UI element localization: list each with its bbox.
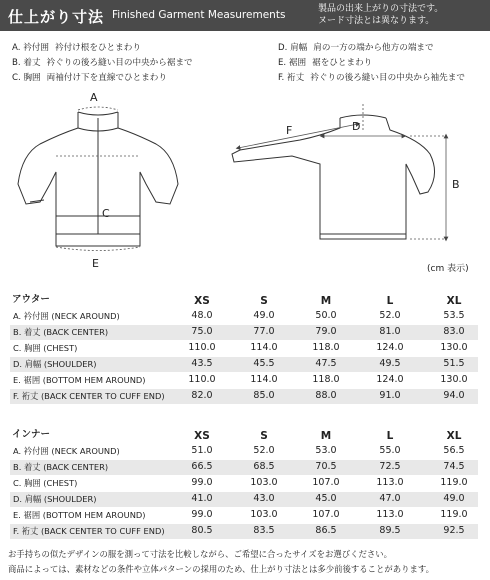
front-jacket-drawing bbox=[18, 112, 178, 246]
cell-value: 74.5 bbox=[443, 461, 465, 472]
inner-table-title: インナー bbox=[12, 429, 51, 440]
size-header: XL bbox=[446, 430, 462, 442]
definition-desc: 衿ぐりの後ろ縫い目の中央から裾まで bbox=[46, 58, 193, 68]
cell-value: 86.5 bbox=[315, 525, 337, 536]
cell-value: 49.0 bbox=[253, 310, 275, 321]
definition-key: B. 着丈 bbox=[12, 58, 41, 68]
inner-table bbox=[0, 426, 490, 546]
size-header: M bbox=[320, 430, 332, 442]
size-header: XS bbox=[194, 295, 210, 307]
header-note bbox=[318, 3, 443, 27]
cell-value: 130.0 bbox=[440, 342, 468, 353]
cell-value: 55.0 bbox=[379, 445, 401, 456]
cell-value: 124.0 bbox=[376, 342, 404, 353]
label-e: E bbox=[92, 257, 99, 270]
cell-value: 103.0 bbox=[250, 509, 278, 520]
definition-row bbox=[278, 56, 471, 71]
definition-row bbox=[278, 41, 471, 56]
cell-value: 51.0 bbox=[191, 445, 213, 456]
definition-key: A. 衿付囲 bbox=[12, 43, 49, 53]
back-jacket-drawing bbox=[232, 115, 435, 239]
definitions-left bbox=[12, 41, 199, 86]
cell-value: 85.0 bbox=[253, 390, 275, 401]
cell-value: 80.5 bbox=[191, 525, 213, 536]
cell-value: 114.0 bbox=[250, 342, 278, 353]
label-c: C bbox=[102, 207, 110, 220]
definition-desc: 衿ぐりの後ろ縫い目の中央から袖先まで bbox=[310, 73, 465, 83]
label-a: A bbox=[90, 91, 98, 104]
cell-value: 52.0 bbox=[253, 445, 275, 456]
size-header: XL bbox=[446, 295, 462, 307]
cell-value: 43.0 bbox=[253, 493, 275, 504]
cell-value: 45.5 bbox=[253, 358, 275, 369]
cell-value: 82.0 bbox=[191, 390, 213, 401]
row-label: B. 着丈 (BACK CENTER) bbox=[13, 327, 109, 337]
cell-value: 50.0 bbox=[315, 310, 337, 321]
table-row bbox=[10, 373, 478, 388]
row-label: A. 衿付囲 (NECK AROUND) bbox=[13, 446, 120, 456]
cell-value: 52.0 bbox=[379, 310, 401, 321]
table-row bbox=[10, 524, 478, 539]
size-header: M bbox=[320, 295, 332, 307]
definition-desc: 肩の一方の端から他方の端まで bbox=[313, 43, 434, 53]
size-header: XS bbox=[194, 430, 210, 442]
footnote-2: 商品によっては、素材などの条件や立体パターンの採用のため、仕上がり寸法とは多少前後することがあります。 bbox=[8, 564, 434, 574]
table-row bbox=[10, 444, 478, 459]
definition-desc: 裾をひとまわり bbox=[312, 58, 373, 68]
cell-value: 118.0 bbox=[312, 342, 340, 353]
table-row bbox=[10, 389, 478, 404]
cell-value: 75.0 bbox=[191, 326, 213, 337]
table-row bbox=[10, 357, 478, 372]
page-title: 仕上がり寸法 bbox=[8, 8, 105, 26]
table-row bbox=[10, 341, 478, 356]
row-label: D. 肩幅 (SHOULDER) bbox=[13, 494, 97, 504]
cell-value: 47.0 bbox=[379, 493, 401, 504]
size-header: L bbox=[386, 295, 394, 307]
outer-table bbox=[0, 291, 490, 411]
definition-row bbox=[12, 41, 199, 56]
cell-value: 88.0 bbox=[315, 390, 337, 401]
label-b: B bbox=[452, 178, 460, 191]
cell-value: 89.5 bbox=[379, 525, 401, 536]
definition-row bbox=[12, 56, 199, 71]
cell-value: 43.5 bbox=[191, 358, 213, 369]
header-note-line1: 製品の出来上がりの寸法です。 bbox=[318, 4, 444, 14]
cell-value: 119.0 bbox=[440, 477, 468, 488]
cell-value: 114.0 bbox=[250, 374, 278, 385]
cell-value: 94.0 bbox=[443, 390, 465, 401]
cell-value: 45.0 bbox=[315, 493, 337, 504]
cell-value: 113.0 bbox=[376, 477, 404, 488]
cell-value: 70.5 bbox=[315, 461, 337, 472]
cell-value: 92.5 bbox=[443, 525, 465, 536]
cell-value: 53.0 bbox=[315, 445, 337, 456]
row-label: E. 裾囲 (BOTTOM HEM AROUND) bbox=[13, 510, 146, 520]
definition-desc: 衿付け根をひとまわり bbox=[54, 43, 141, 53]
cell-value: 91.0 bbox=[379, 390, 401, 401]
page-subtitle: Finished Garment Measurements bbox=[112, 9, 286, 21]
cell-value: 81.0 bbox=[379, 326, 401, 337]
cell-value: 99.0 bbox=[191, 477, 213, 488]
label-f: F bbox=[286, 124, 293, 137]
cell-value: 83.0 bbox=[443, 326, 465, 337]
outer-table-title: アウター bbox=[12, 294, 50, 305]
cell-value: 130.0 bbox=[440, 374, 468, 385]
definition-key: F. 裄丈 bbox=[278, 73, 305, 83]
garment-diagram bbox=[0, 84, 490, 280]
cell-value: 110.0 bbox=[188, 374, 216, 385]
cell-value: 99.0 bbox=[191, 509, 213, 520]
cell-value: 113.0 bbox=[376, 509, 404, 520]
size-header: L bbox=[386, 430, 394, 442]
row-label: B. 着丈 (BACK CENTER) bbox=[13, 462, 109, 472]
table-row bbox=[10, 508, 478, 523]
header bbox=[0, 0, 490, 31]
definition-key: D. 肩幅 bbox=[278, 43, 308, 53]
cell-value: 83.5 bbox=[253, 525, 275, 536]
cell-value: 107.0 bbox=[312, 477, 340, 488]
table-row bbox=[10, 460, 478, 475]
cell-value: 47.5 bbox=[315, 358, 337, 369]
cell-value: 118.0 bbox=[312, 374, 340, 385]
size-header: S bbox=[260, 430, 268, 442]
cell-value: 79.0 bbox=[315, 326, 337, 337]
cell-value: 48.0 bbox=[191, 310, 213, 321]
row-label: D. 肩幅 (SHOULDER) bbox=[13, 359, 97, 369]
row-label: C. 胸囲 (CHEST) bbox=[13, 478, 78, 488]
definition-key: C. 胸囲 bbox=[12, 73, 41, 83]
table-row bbox=[10, 492, 478, 507]
cell-value: 77.0 bbox=[253, 326, 275, 337]
definitions-right bbox=[278, 41, 471, 86]
cell-value: 124.0 bbox=[376, 374, 404, 385]
label-d: D bbox=[352, 120, 361, 133]
table-row bbox=[10, 325, 478, 340]
row-label: A. 衿付囲 (NECK AROUND) bbox=[13, 311, 120, 321]
cell-value: 49.0 bbox=[443, 493, 465, 504]
cell-value: 41.0 bbox=[191, 493, 213, 504]
back-dimension-lines bbox=[238, 104, 446, 239]
table-row bbox=[10, 309, 478, 324]
cell-value: 72.5 bbox=[379, 461, 401, 472]
table-row bbox=[10, 476, 478, 491]
row-label: F. 裄丈 (BACK CENTER TO CUFF END) bbox=[13, 391, 165, 401]
row-label: C. 胸囲 (CHEST) bbox=[13, 343, 78, 353]
cell-value: 107.0 bbox=[312, 509, 340, 520]
cell-value: 53.5 bbox=[443, 310, 465, 321]
cell-value: 103.0 bbox=[250, 477, 278, 488]
definition-key: E. 裾囲 bbox=[278, 58, 307, 68]
definition-desc: 両袖付け下を直線でひとまわり bbox=[46, 73, 167, 83]
cell-value: 49.5 bbox=[379, 358, 401, 369]
cell-value: 110.0 bbox=[188, 342, 216, 353]
cell-value: 66.5 bbox=[191, 461, 213, 472]
footnote-1: お手持ちの似たデザインの服を測って寸法を比較しながら、ご希望に合ったサイズをお選びください。 bbox=[8, 549, 392, 559]
size-header: S bbox=[260, 295, 268, 307]
header-note-line2: ヌード寸法とは異なります。 bbox=[318, 16, 435, 26]
row-label: E. 裾囲 (BOTTOM HEM AROUND) bbox=[13, 375, 146, 385]
cell-value: 51.5 bbox=[443, 358, 465, 369]
unit-note: (cm 表示) bbox=[427, 264, 469, 274]
cell-value: 68.5 bbox=[253, 461, 275, 472]
cell-value: 119.0 bbox=[440, 509, 468, 520]
cell-value: 56.5 bbox=[443, 445, 465, 456]
row-label: F. 裄丈 (BACK CENTER TO CUFF END) bbox=[13, 526, 165, 536]
